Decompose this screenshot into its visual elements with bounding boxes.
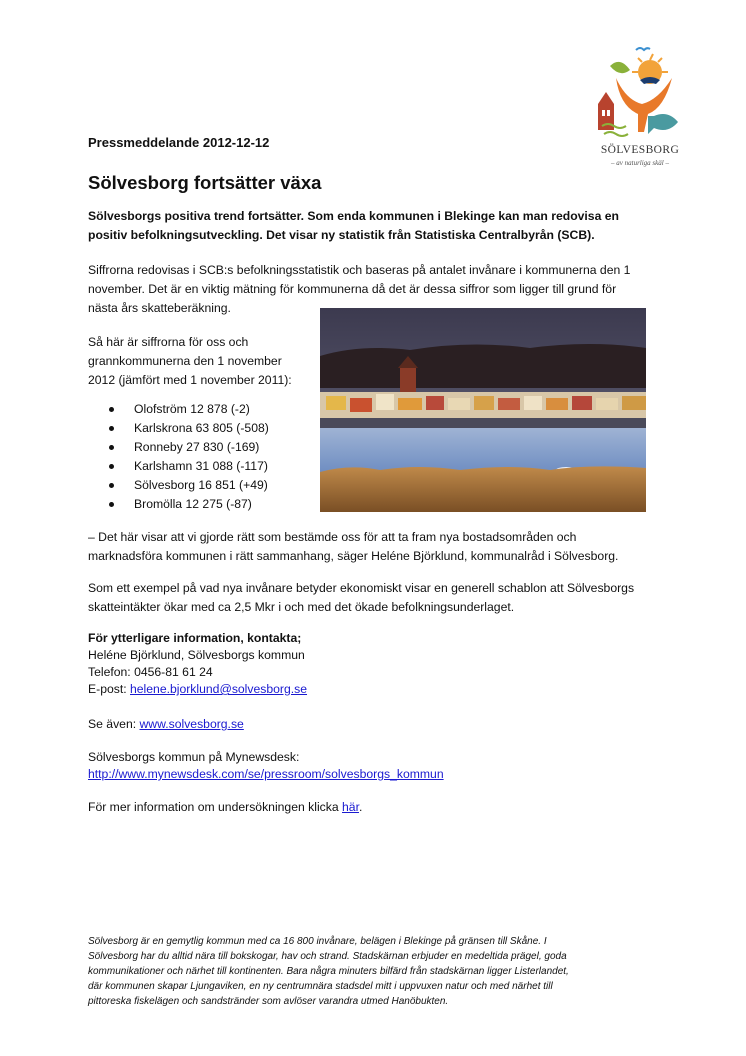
list-item: Bromölla 12 275 (-87): [107, 495, 307, 514]
paragraph-line: 2012 (jämfört med 1 november 2011):: [88, 373, 292, 387]
mynewsdesk-label: Sölvesborgs kommun på Mynewsdesk:: [88, 750, 300, 764]
paragraph-line: grannkommunerna den 1 november: [88, 354, 282, 368]
contact-name: Heléne Björklund, Sölvesborgs kommun: [88, 648, 305, 662]
town-photo: [320, 308, 646, 512]
footer-line: Sölvesborg är en gemytlig kommun med ca 16 800 invånare, belägen i Blekinge på gränsen till Skåne. I: [88, 936, 547, 947]
paragraph-line: Som ett exempel på vad nya invånare betyder ekonomiskt visar en generell schablon att Sölvesborgs: [88, 581, 635, 595]
contact-heading: För ytterligare information, kontakta;: [88, 631, 302, 645]
email-label: E-post:: [88, 682, 130, 696]
more-info-label: För mer information om undersökningen klicka: [88, 800, 343, 814]
footer-line: där kommunen skapar Ljungaviken, en ny centrumnära stadsdel mitt i uppvuxen natur och med närhet till: [88, 981, 553, 992]
logo-wordmark: SÖLVESBORG: [600, 144, 680, 156]
list-item: Karlshamn 31 088 (-117): [107, 457, 307, 476]
more-info-row: [88, 798, 362, 817]
website-link[interactable]: www.solvesborg.se: [139, 717, 244, 731]
see-also-row: [88, 715, 244, 734]
list-intro: [88, 333, 313, 390]
footer-line: kommunikationer och närhet till kontinenten. Bara några minuters bilfärd från stadskärnan ligger Listerlandet,: [88, 966, 569, 977]
logo-tagline: – av naturliga skäl –: [611, 159, 669, 167]
paragraph-line: Så här är siffrorna för oss och: [88, 335, 249, 349]
more-info-link[interactable]: här: [342, 800, 359, 814]
footer-line: pittoreska fiskelägen och sandstränder som avlöser varandra utmed Hanöbukten.: [88, 996, 449, 1007]
list-item: Ronneby 27 830 (-169): [107, 438, 307, 457]
list-item: Karlskrona 63 805 (-508): [107, 419, 307, 438]
list-item: Olofström 12 878 (-2): [107, 400, 307, 419]
list-item: Sölvesborg 16 851 (+49): [107, 476, 307, 495]
paragraph-line: nästa års skatteberäkning.: [88, 301, 231, 315]
more-info-end: .: [358, 800, 363, 814]
paragraph-line: november. Det är en viktig mätning för kommunerna då det är dessa siffror som ligger till grund för: [88, 282, 617, 296]
contact-email-row: [88, 681, 668, 698]
body-paragraph: [88, 579, 668, 617]
lead-line: Sölvesborgs positiva trend fortsätter. Som enda kommunen i Blekinge kan man redovisa en: [88, 209, 619, 223]
quote-paragraph: [88, 528, 668, 566]
paragraph-line: – Det här visar att vi gjorde rätt som bestämde oss för att ta fram nya bostadsområden och: [88, 530, 577, 544]
mynewsdesk-link[interactable]: http://www.mynewsdesk.com/se/pressroom/solvesborgs_kommun: [88, 767, 444, 781]
contact-phone: Telefon: 0456-81 61 24: [88, 665, 213, 679]
press-release-date: Pressmeddelande 2012-12-12: [88, 135, 270, 150]
municipality-logo: [592, 44, 688, 174]
paragraph-line: marknadsföra kommunen i rätt sammanhang, säger Heléne Björklund, kommunalråd i Sölvesborg.: [88, 549, 619, 563]
logo-emblem-icon: [592, 44, 688, 144]
email-link[interactable]: helene.bjorklund@solvesborg.se: [130, 682, 308, 696]
population-list: [107, 400, 307, 514]
paragraph-line: Siffrorna redovisas i SCB:s befolkningsstatistik och baseras på antalet invånare i kommunerna den 1: [88, 263, 631, 277]
lead-paragraph: [88, 207, 668, 245]
see-also-label: Se även:: [88, 717, 140, 731]
footer-about: [88, 934, 668, 1009]
footer-line: Sölvesborg har du alltid nära till bokskogar, hav och strand. Stadskärnan erbjuder en medeltida prägel, goda: [88, 951, 567, 962]
lead-line: positiv befolkningsutveckling. Det visar ny statistik från Statistiska Centralbyrån (SCB).: [88, 228, 595, 242]
contact-block: [88, 630, 668, 698]
headline: Sölvesborg fortsätter växa: [88, 172, 322, 193]
mynewsdesk-block: [88, 749, 444, 783]
paragraph-line: skatteintäkter ökar med ca 2,5 Mkr i och med det ökade befolkningsunderlaget.: [88, 600, 515, 614]
